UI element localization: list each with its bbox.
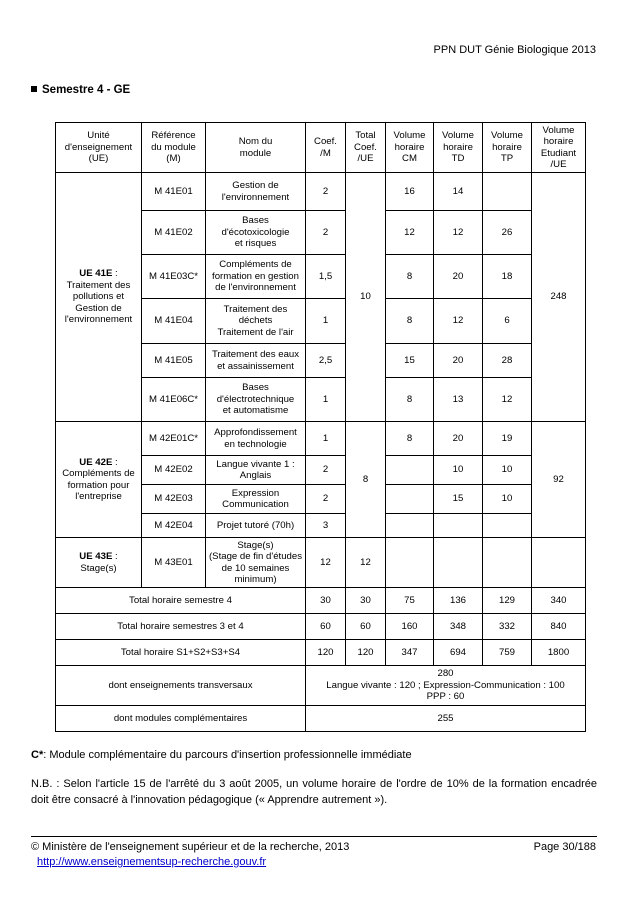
cell-line: Gestion de bbox=[75, 302, 122, 314]
cell-line: Expression bbox=[231, 487, 280, 499]
ue43-total-coef: 12 bbox=[346, 538, 386, 588]
page-header: PPN DUT Génie Biologique 2013 bbox=[433, 44, 596, 56]
cell-line: du module bbox=[151, 141, 196, 153]
module-tp: 26 bbox=[483, 211, 532, 255]
module-name bbox=[206, 514, 306, 538]
cell-line: de 10 semaines bbox=[221, 562, 290, 574]
module-coef: 2 bbox=[306, 485, 346, 514]
module-td: 12 bbox=[434, 211, 483, 255]
module-name bbox=[206, 344, 306, 378]
module-td: 14 bbox=[434, 173, 483, 211]
cell-line: Volume bbox=[442, 130, 474, 142]
module-coef: 1 bbox=[306, 378, 346, 422]
cell-line: Coef. bbox=[314, 136, 337, 147]
module-td: 12 bbox=[434, 299, 483, 344]
module-ref: M 41E06C* bbox=[142, 378, 206, 422]
module-coef: 2 bbox=[306, 456, 346, 485]
ue43-volume-etudiant bbox=[532, 538, 586, 588]
complementaires-label: dont modules complémentaires bbox=[56, 706, 306, 732]
cell-line: Volume bbox=[491, 130, 523, 142]
cell-line: Communication bbox=[222, 499, 289, 510]
module-cm: 8 bbox=[386, 422, 434, 456]
module-td bbox=[434, 514, 483, 538]
module-cm: 8 bbox=[386, 255, 434, 299]
module-tp bbox=[483, 514, 532, 538]
module-name bbox=[206, 538, 306, 588]
module-coef: 2 bbox=[306, 173, 346, 211]
module-tp: 10 bbox=[483, 485, 532, 514]
total-label: Total horaire S1+S2+S3+S4 bbox=[56, 640, 306, 666]
module-ref: M 42E01C* bbox=[142, 422, 206, 456]
cell-line: l'environnement bbox=[64, 314, 133, 326]
total-cm: 347 bbox=[386, 640, 434, 666]
cell-line: l'environnement bbox=[221, 191, 290, 203]
module-tp: 10 bbox=[483, 456, 532, 485]
semester-title: Semestre 4 - GE bbox=[31, 84, 130, 96]
total-tp: 759 bbox=[483, 640, 532, 666]
cell-line: en technologie bbox=[224, 438, 287, 450]
cell-line: /UE bbox=[550, 159, 567, 170]
cell-line: Approfondissement bbox=[214, 427, 297, 438]
cell-line: /UE bbox=[357, 153, 374, 165]
ue41-label: UE 41E : Traitement des pollutions et Gestion de l'environnement bbox=[56, 173, 142, 422]
total-total-coef: 60 bbox=[346, 614, 386, 640]
module-coef: 1,5 bbox=[306, 255, 346, 299]
complementaires-row bbox=[56, 706, 586, 732]
module-ref: M 41E02 bbox=[142, 211, 206, 255]
module-ref: M 41E03C* bbox=[142, 255, 206, 299]
cell-line: horaire bbox=[543, 136, 574, 147]
module-coef: 3 bbox=[306, 514, 346, 538]
cell-line: Bases bbox=[242, 382, 269, 394]
square-bullet-icon bbox=[31, 86, 37, 92]
header-etudiant bbox=[532, 123, 586, 173]
ue43-label: UE 43E : Stage(s) bbox=[56, 538, 142, 588]
cell-line: Langue vivante : 120 ; Expression-Communication : 100 bbox=[326, 679, 565, 691]
cell-line: pollutions et bbox=[72, 291, 125, 303]
module-name bbox=[206, 422, 306, 456]
module-tp: 12 bbox=[483, 378, 532, 422]
module-tp bbox=[483, 538, 532, 588]
module-td bbox=[434, 538, 483, 588]
cell-line: Volume bbox=[542, 124, 575, 136]
module-td: 20 bbox=[434, 422, 483, 456]
total-coef: 60 bbox=[306, 614, 346, 640]
cell-line: Référence bbox=[151, 130, 196, 142]
total-label: Total horaire semestres 3 et 4 bbox=[56, 614, 306, 640]
cell-line: et risques bbox=[234, 238, 277, 250]
cell-line: Volume bbox=[393, 130, 426, 142]
cell-line: Bases bbox=[242, 215, 269, 227]
module-coef: 1 bbox=[306, 299, 346, 344]
total-row bbox=[56, 614, 586, 640]
cell-line: minimum) bbox=[234, 574, 277, 585]
cell-line: Coef. bbox=[354, 141, 377, 153]
header-total-coef bbox=[346, 123, 386, 173]
total-coef: 120 bbox=[306, 640, 346, 666]
module-ref: M 42E02 bbox=[142, 456, 206, 485]
module-coef: 2,5 bbox=[306, 344, 346, 378]
ue42-total-coef: 8 bbox=[346, 422, 386, 538]
total-label: Total horaire semestre 4 bbox=[56, 588, 306, 614]
module-ref: M 42E03 bbox=[142, 485, 206, 514]
cell-line: (Stage de fin d'études bbox=[208, 551, 303, 562]
transversaux-value bbox=[306, 666, 586, 706]
module-cm: 8 bbox=[386, 378, 434, 422]
module-tp: 18 bbox=[483, 255, 532, 299]
total-tp: 129 bbox=[483, 588, 532, 614]
ue42-volume-etudiant: 92 bbox=[532, 422, 586, 538]
module-coef: 2 bbox=[306, 211, 346, 255]
cell-line: Etudiant bbox=[540, 147, 577, 159]
module-name bbox=[206, 211, 306, 255]
total-td: 348 bbox=[434, 614, 483, 640]
cell-line: déchets bbox=[238, 315, 273, 327]
total-etudiant: 340 bbox=[532, 588, 586, 614]
total-row bbox=[56, 640, 586, 666]
module-td: 20 bbox=[434, 255, 483, 299]
cell-line: Compléments de bbox=[219, 259, 292, 271]
cell-line: Traitement de l'air bbox=[217, 326, 294, 338]
cell-line: d'écotoxicologie bbox=[221, 226, 290, 238]
total-cm: 160 bbox=[386, 614, 434, 640]
header-nom-module bbox=[206, 123, 306, 173]
module-name bbox=[206, 456, 306, 485]
cell-line: (M) bbox=[166, 153, 181, 165]
cell-line: /M bbox=[320, 147, 331, 159]
cell-line: horaire bbox=[394, 141, 425, 153]
module-coef: 12 bbox=[306, 538, 346, 588]
module-table bbox=[55, 122, 586, 732]
cell-line: TD bbox=[451, 153, 465, 165]
module-coef: 1 bbox=[306, 422, 346, 456]
module-cm bbox=[386, 514, 434, 538]
footer-divider bbox=[31, 836, 597, 837]
total-td: 136 bbox=[434, 588, 483, 614]
cell-line: Stage(s) bbox=[80, 562, 117, 574]
header-tp bbox=[483, 123, 532, 173]
cell-line: Nom du bbox=[238, 136, 273, 147]
ue41-total-coef: 10 bbox=[346, 173, 386, 422]
module-ref: M 41E01 bbox=[142, 173, 206, 211]
table-row bbox=[56, 422, 586, 456]
module-td: 15 bbox=[434, 485, 483, 514]
cell-line: Compléments de bbox=[62, 468, 135, 479]
module-tp: 19 bbox=[483, 422, 532, 456]
total-td: 694 bbox=[434, 640, 483, 666]
module-cm: 12 bbox=[386, 211, 434, 255]
header-cm bbox=[386, 123, 434, 173]
c-star-note: C*: Module complémentaire du parcours d'insertion professionnelle immédiate bbox=[31, 749, 412, 761]
cell-line: 280 bbox=[437, 668, 454, 680]
cell-line: l'entreprise bbox=[75, 491, 122, 502]
cell-line: Traitement des eaux bbox=[211, 349, 300, 360]
cell-line: de l'environnement bbox=[215, 282, 296, 294]
table-row bbox=[56, 173, 586, 211]
module-ref: M 41E05 bbox=[142, 344, 206, 378]
cell-line: Unité bbox=[87, 130, 110, 142]
cell-line: Traitement des bbox=[66, 279, 131, 291]
header-td bbox=[434, 123, 483, 173]
ue41-volume-etudiant: 248 bbox=[532, 173, 586, 422]
module-cm: 16 bbox=[386, 173, 434, 211]
module-tp: 6 bbox=[483, 299, 532, 344]
cell-line: TP bbox=[500, 153, 514, 165]
cell-line: Gestion de bbox=[232, 180, 279, 191]
header-reference bbox=[142, 123, 206, 173]
module-name bbox=[206, 255, 306, 299]
table-header-row bbox=[56, 123, 586, 173]
cell-line: Traitement des bbox=[223, 303, 288, 315]
total-etudiant: 840 bbox=[532, 614, 586, 640]
module-td: 20 bbox=[434, 344, 483, 378]
cell-line: Projet tutoré (70h) bbox=[216, 519, 295, 531]
footer-copyright: © Ministère de l'enseignement supérieur et de la recherche, 2013 bbox=[31, 841, 350, 853]
module-tp bbox=[483, 173, 532, 211]
total-cm: 75 bbox=[386, 588, 434, 614]
cell-line: formation pour bbox=[67, 479, 130, 491]
footer-page-number: Page 30/188 bbox=[533, 841, 596, 853]
cell-line: CM bbox=[402, 153, 417, 165]
module-name bbox=[206, 299, 306, 344]
cell-line: module bbox=[239, 147, 272, 159]
header-coef bbox=[306, 123, 346, 173]
cell-line: d'électrotechnique bbox=[216, 393, 295, 405]
module-name bbox=[206, 173, 306, 211]
total-total-coef: 120 bbox=[346, 640, 386, 666]
complementaires-value: 255 bbox=[306, 706, 586, 732]
cell-line: et automatisme bbox=[222, 405, 289, 417]
ue42-label: UE 42E : Compléments de formation pour l'entreprise bbox=[56, 422, 142, 538]
transversaux-label: dont enseignements transversaux bbox=[56, 666, 306, 706]
module-tp: 28 bbox=[483, 344, 532, 378]
total-coef: 30 bbox=[306, 588, 346, 614]
cell-line: et assainissement bbox=[217, 360, 294, 372]
module-cm: 8 bbox=[386, 299, 434, 344]
module-cm bbox=[386, 456, 434, 485]
cell-line: formation en gestion bbox=[212, 270, 299, 282]
module-ref: M 43E01 bbox=[142, 538, 206, 588]
total-row bbox=[56, 588, 586, 614]
total-tp: 332 bbox=[483, 614, 532, 640]
cell-line: PPP : 60 bbox=[426, 691, 465, 703]
total-etudiant: 1800 bbox=[532, 640, 586, 666]
cell-line: horaire bbox=[443, 141, 473, 153]
cell-line: Stage(s) bbox=[237, 539, 274, 551]
nb-note: N.B. : Selon l'article 15 de l'arrêté du 3 août 2005, un volume horaire de l'ordre de 10% de la formation encadrée doit être consacré à l'innovation pédagogique (« Apprendre autrement »). bbox=[31, 778, 597, 806]
cell-line: Anglais bbox=[239, 470, 272, 481]
module-name bbox=[206, 485, 306, 514]
module-ref: M 41E04 bbox=[142, 299, 206, 344]
table-row bbox=[56, 538, 586, 588]
cell-line: d'enseignement bbox=[64, 141, 133, 153]
cell-line: horaire bbox=[492, 141, 522, 153]
module-cm bbox=[386, 485, 434, 514]
module-ref: M 42E04 bbox=[142, 514, 206, 538]
header-ue bbox=[56, 123, 142, 173]
module-cm: 15 bbox=[386, 344, 434, 378]
module-td: 10 bbox=[434, 456, 483, 485]
cell-line: Total bbox=[355, 130, 376, 142]
transversaux-row bbox=[56, 666, 586, 706]
cell-line: (UE) bbox=[88, 153, 109, 165]
cell-line: Langue vivante 1 : bbox=[216, 458, 295, 470]
module-name bbox=[206, 378, 306, 422]
module-td: 13 bbox=[434, 378, 483, 422]
total-total-coef: 30 bbox=[346, 588, 386, 614]
module-cm bbox=[386, 538, 434, 588]
footer-link[interactable]: http://www.enseignementsup-recherche.gouv.fr bbox=[37, 856, 267, 868]
